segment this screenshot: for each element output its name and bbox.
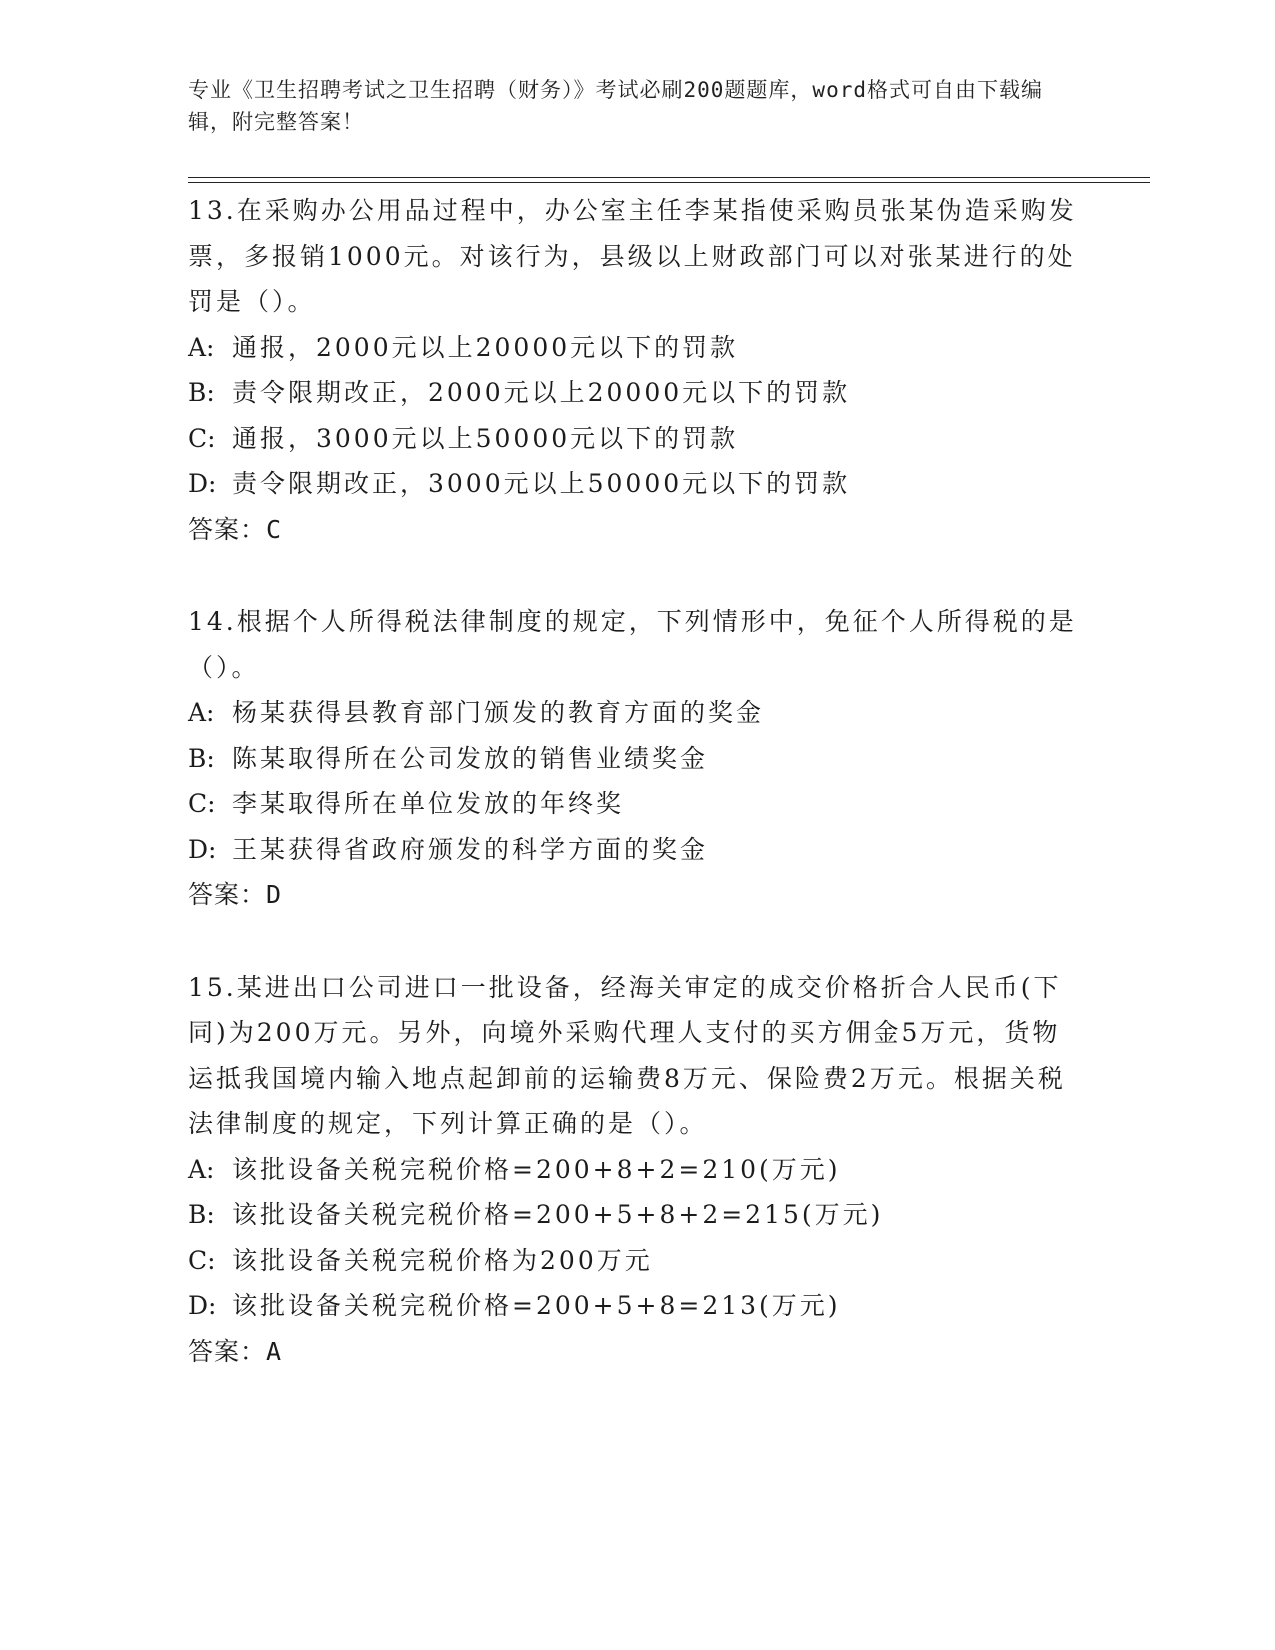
answer-line <box>188 1329 1088 1375</box>
option-key: B: <box>188 378 215 407</box>
option-key: D: <box>188 469 217 498</box>
option-text: 通报，3000元以上50000元以下的罚款 <box>232 423 739 453</box>
option-d <box>188 461 1088 507</box>
question-14 <box>188 599 1088 918</box>
option-text: 该批设备关税完税价格=200+5+8=213(万元) <box>232 1291 841 1320</box>
option-b <box>188 370 1088 416</box>
option-key: A: <box>188 332 215 362</box>
option-a <box>188 325 1088 371</box>
option-c <box>188 1238 1088 1284</box>
option-a <box>188 1147 1088 1193</box>
document-header: 专业《卫生招聘考试之卫生招聘（财务）》考试必刷200题题库，word格式可自由下载编辑，附完整答案！ <box>188 78 1043 134</box>
option-d <box>188 1283 1088 1329</box>
question-list <box>188 188 1088 1421</box>
header-rule-top <box>188 177 1150 178</box>
answer-label: 答案： <box>188 880 267 909</box>
question-stem: 13.在采购办公用品过程中，办公室主任李某指使采购员张某伪造采购发票，多报销1000元。对该行为，县级以上财政部门可以对张某进行的处罚是（）。 <box>188 196 1077 316</box>
answer-value: D <box>266 880 283 909</box>
answer-label: 答案： <box>188 1336 267 1366</box>
option-key: B: <box>188 743 215 773</box>
option-key: C: <box>188 789 216 818</box>
option-text: 李某取得所在单位发放的年终奖 <box>232 789 625 818</box>
option-text: 责令限期改正，3000元以上50000元以下的罚款 <box>232 469 851 498</box>
option-key: C: <box>188 423 216 453</box>
option-key: D: <box>188 834 217 864</box>
answer-value: C <box>266 514 283 544</box>
option-d <box>188 827 1088 873</box>
option-text: 杨某获得县教育部门颁发的教育方面的奖金 <box>232 698 765 727</box>
header-rule-bottom <box>188 182 1150 183</box>
answer-label: 答案： <box>188 514 267 544</box>
option-text: 责令限期改正，2000元以上20000元以下的罚款 <box>232 378 851 407</box>
answer-line <box>188 507 1088 553</box>
option-c <box>188 781 1088 827</box>
option-text: 陈某取得所在公司发放的销售业绩奖金 <box>232 743 709 773</box>
answer-value: A <box>266 1336 283 1366</box>
option-key: A: <box>188 1154 215 1184</box>
option-key: B: <box>188 1200 215 1229</box>
option-c <box>188 416 1088 462</box>
answer-line <box>188 872 1088 918</box>
option-key: D: <box>188 1291 217 1320</box>
option-text: 王某获得省政府颁发的科学方面的奖金 <box>232 834 709 864</box>
option-text: 该批设备关税完税价格=200+8+2=210(万元) <box>232 1154 841 1184</box>
option-text: 该批设备关税完税价格为200万元 <box>232 1245 653 1275</box>
option-a <box>188 690 1088 736</box>
option-text: 该批设备关税完税价格=200+5+8+2=215(万元) <box>232 1200 884 1229</box>
question-13 <box>188 188 1088 552</box>
option-b <box>188 1192 1088 1238</box>
option-key: C: <box>188 1245 216 1275</box>
question-15 <box>188 965 1088 1375</box>
option-b <box>188 736 1088 782</box>
question-stem: 14.根据个人所得税法律制度的规定，下列情形中，免征个人所得税的是（）。 <box>188 607 1077 682</box>
option-text: 通报，2000元以上20000元以下的罚款 <box>232 332 739 362</box>
question-stem: 15.某进出口公司进口一批设备，经海关审定的成交价格折合人民币(下同)为200万元。另外，向境外采购代理人支付的买方佣金5万元，货物运抵我国境内输入地点起卸前的运输费8万元、保险费2万元。根据关税法律制度的规定，下列计算正确的是（）。 <box>188 972 1066 1138</box>
option-key: A: <box>188 698 215 727</box>
